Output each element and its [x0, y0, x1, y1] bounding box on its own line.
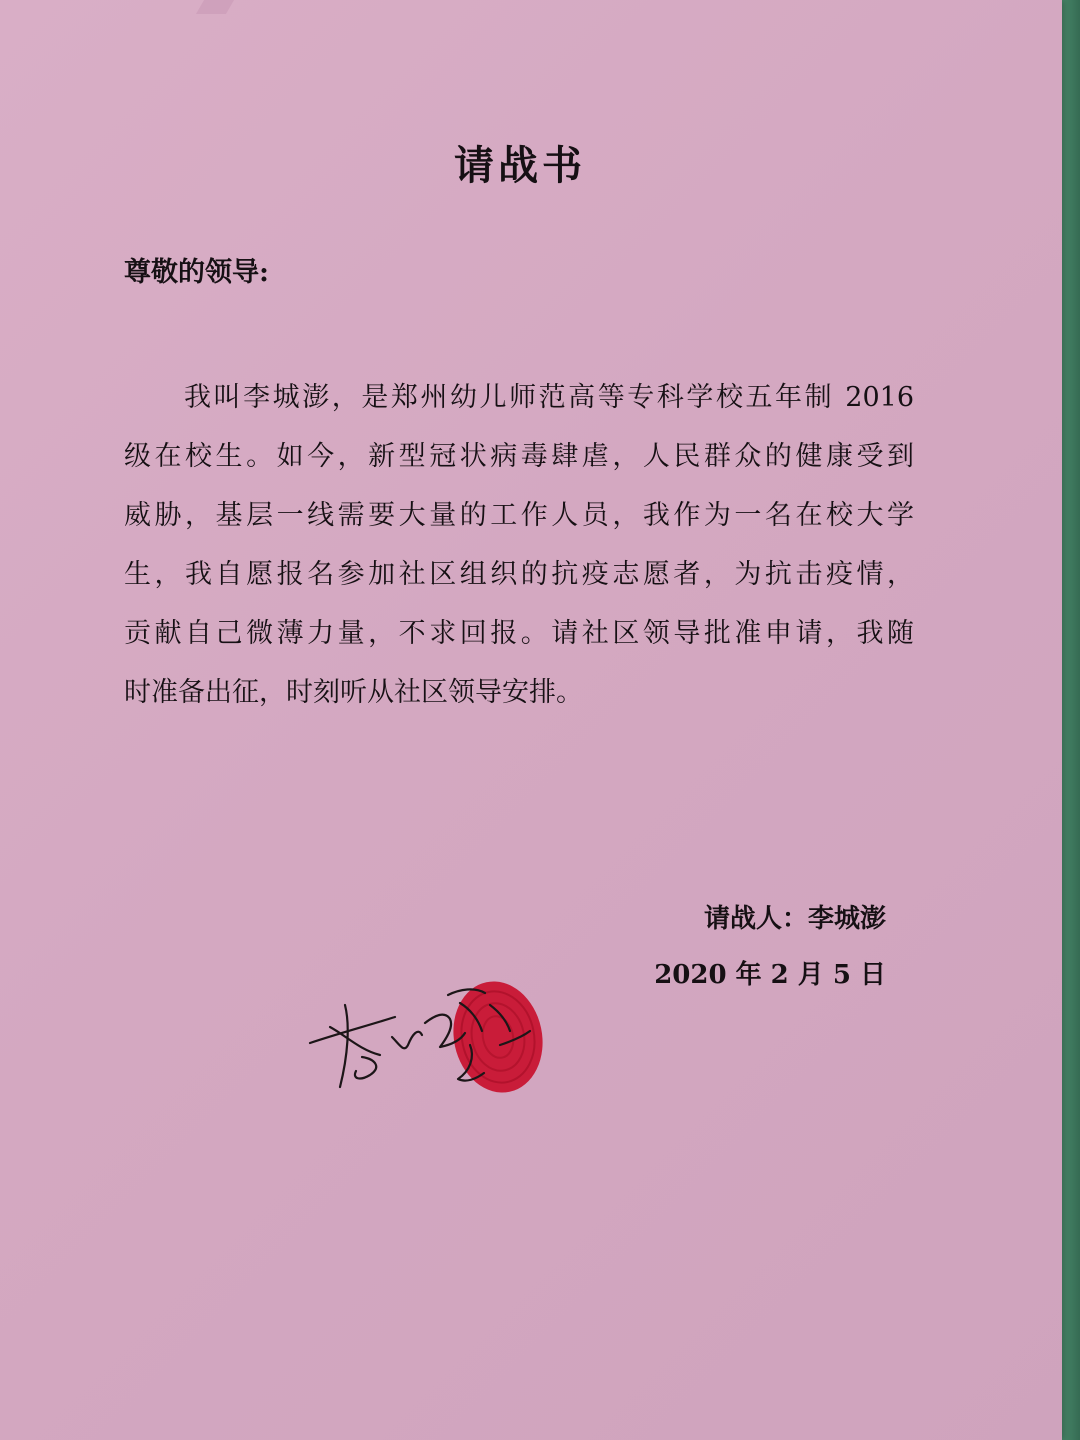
background-surface — [1060, 0, 1080, 1440]
letter-body — [124, 368, 914, 722]
body-line: 级在校生。如今，新型冠状病毒肆虐，人民群众的健康受到 — [124, 441, 914, 472]
letter-greeting: 尊敬的领导: — [124, 257, 269, 288]
body-line: 时准备出征，时刻听从社区领导安排。 — [124, 677, 583, 708]
body-line: 我叫李城澎，是郑州幼儿师范高等专科学校五年制 2016 — [184, 382, 914, 413]
signer-label: 请战人：李城澎 — [703, 904, 886, 934]
letter-date: 2020 年 2 月 5 日 — [654, 960, 886, 990]
handwritten-signature-with-fingerprint — [300, 975, 560, 1105]
body-line: 生，我自愿报名参加社区组织的抗疫志愿者，为抗击疫情， — [124, 559, 914, 590]
body-line: 威胁，基层一线需要大量的工作人员，我作为一名在校大学 — [124, 500, 914, 531]
letter-title: 请战书 — [454, 142, 586, 189]
paper-fold — [196, 0, 234, 14]
body-line: 贡献自己微薄力量，不求回报。请社区领导批准申请，我随 — [124, 618, 914, 649]
